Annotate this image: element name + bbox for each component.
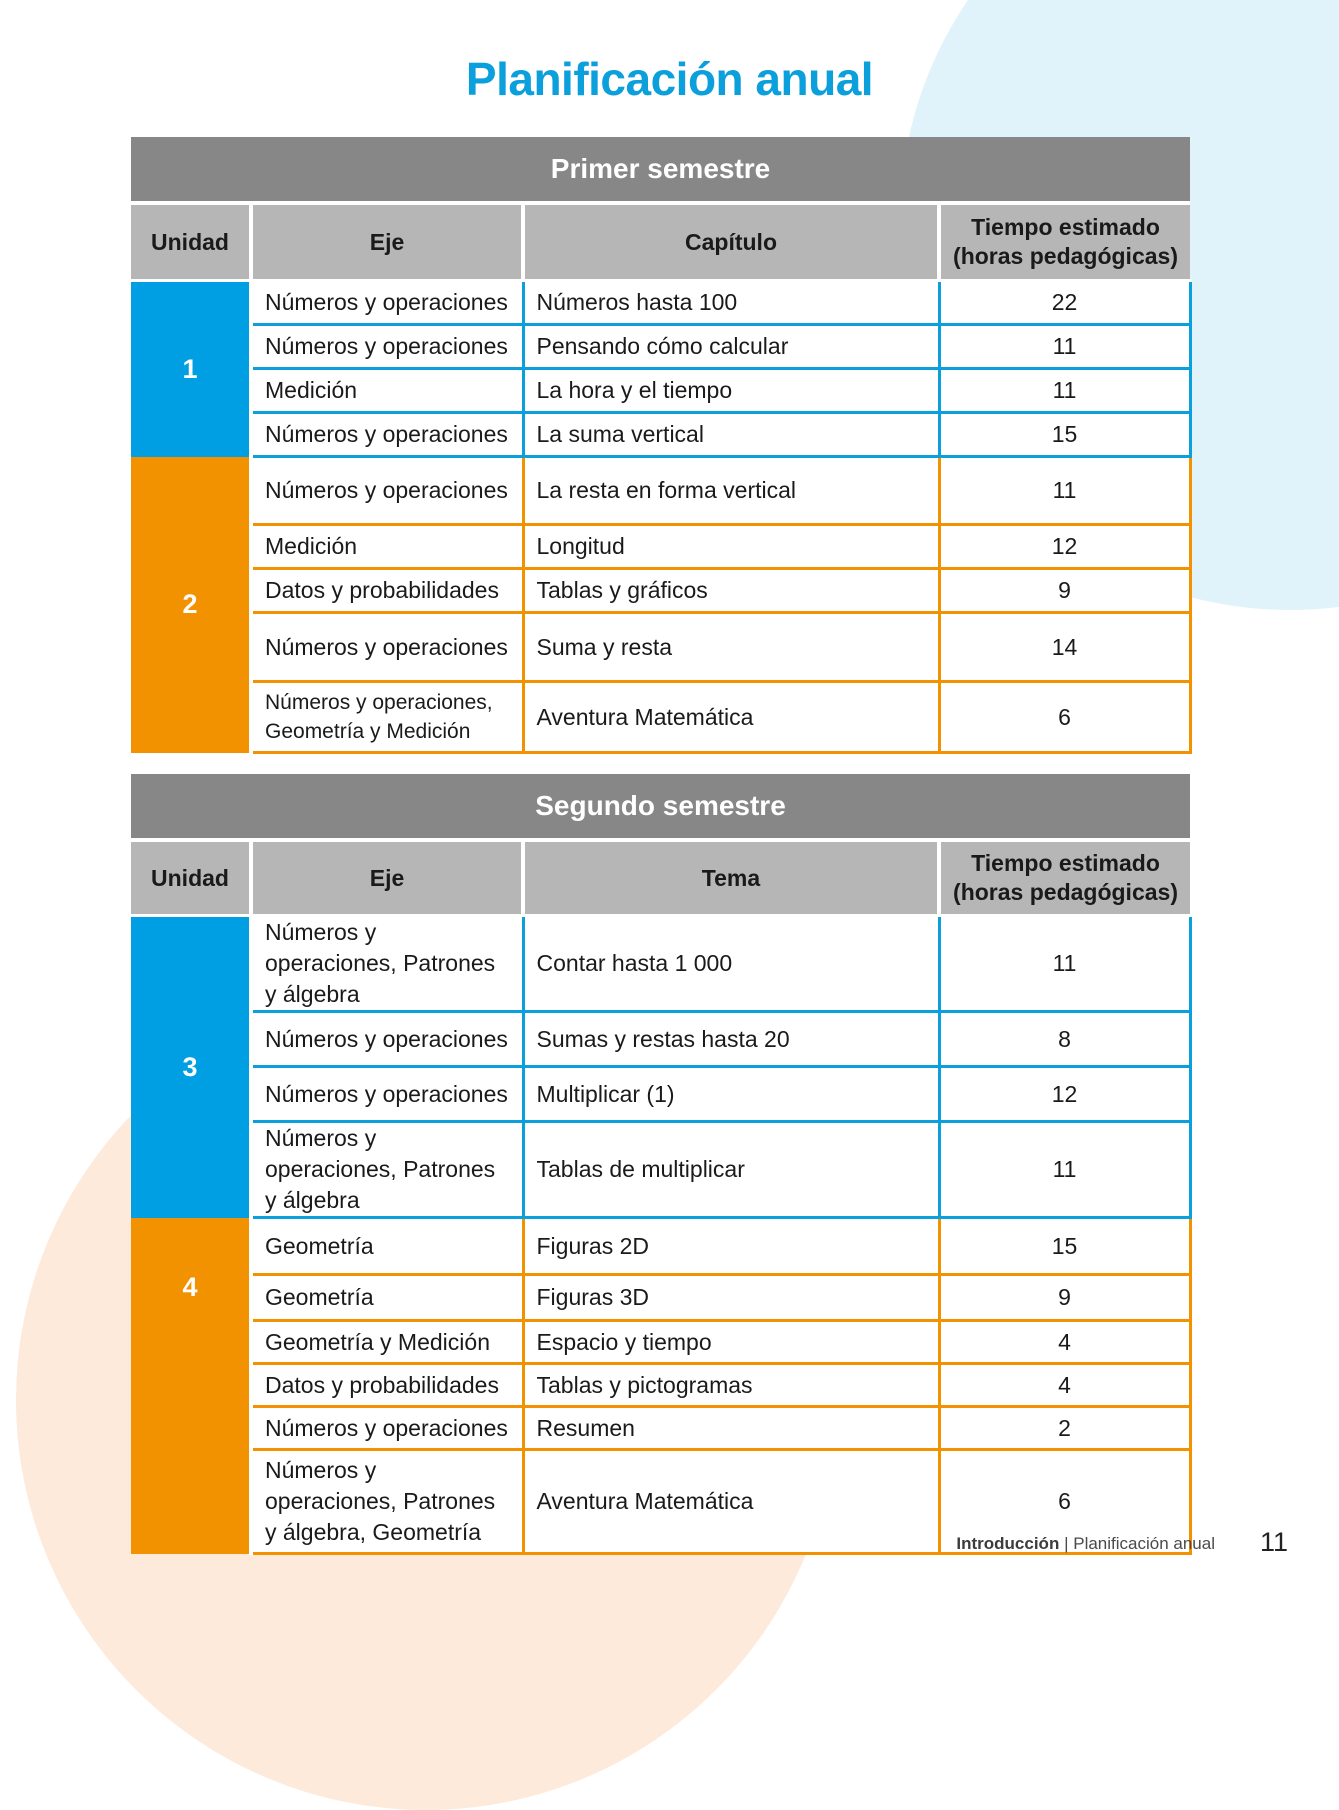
table-row [131, 613, 1190, 682]
footer-section: Introducción [956, 1534, 1060, 1553]
header-tiempo: Tiempo estimado (horas pedagógicas) [939, 840, 1190, 916]
eje-cell: Números y operaciones [251, 1407, 523, 1450]
unit-number: 1 [131, 281, 251, 457]
hours-cell: 12 [939, 1067, 1190, 1122]
topic-cell: Figuras 3D [523, 1275, 939, 1321]
table-row [131, 1012, 1190, 1067]
hours-cell: 6 [939, 1450, 1190, 1554]
hours-cell: 4 [939, 1364, 1190, 1407]
unit-number: 2 [131, 457, 251, 753]
topic-cell: Resumen [523, 1407, 939, 1450]
eje-cell: Números y operaciones [251, 1067, 523, 1122]
topic-cell: Tablas y gráficos [523, 569, 939, 613]
table-row [131, 569, 1190, 613]
eje-cell: Geometría [251, 1218, 523, 1275]
eje-cell: Geometría [251, 1275, 523, 1321]
table-row [131, 916, 1190, 1012]
eje-cell: Medición [251, 369, 523, 413]
topic-cell: La resta en forma vertical [523, 457, 939, 525]
second-semester-table [131, 774, 1192, 1555]
footer-breadcrumb [956, 1534, 1215, 1554]
eje-cell: Números y operaciones, Patrones y álgebra, Geometría [251, 1450, 523, 1554]
table-row [131, 325, 1190, 369]
table-row [131, 1067, 1190, 1122]
hours-cell: 6 [939, 682, 1190, 753]
eje-cell: Datos y probabilidades [251, 569, 523, 613]
eje-cell: Números y operaciones [251, 613, 523, 682]
hours-cell: 2 [939, 1407, 1190, 1450]
semester-title: Segundo semestre [131, 774, 1190, 840]
first-semester-table [131, 137, 1192, 754]
page-number: 11 [1260, 1527, 1289, 1557]
table-row [131, 1364, 1190, 1407]
hours-cell: 8 [939, 1012, 1190, 1067]
hours-cell: 11 [939, 457, 1190, 525]
topic-cell: Figuras 2D [523, 1218, 939, 1275]
hours-cell: 11 [939, 369, 1190, 413]
topic-cell: La hora y el tiempo [523, 369, 939, 413]
hours-cell: 14 [939, 613, 1190, 682]
hours-cell: 11 [939, 1122, 1190, 1218]
semester-title: Primer semestre [131, 137, 1190, 203]
hours-cell: 4 [939, 1321, 1190, 1364]
table-row [131, 1407, 1190, 1450]
topic-cell: Aventura Matemática [523, 1450, 939, 1554]
topic-cell: Tablas de multiplicar [523, 1122, 939, 1218]
header-tiempo: Tiempo estimado (horas pedagógicas) [939, 203, 1190, 281]
topic-cell: Suma y resta [523, 613, 939, 682]
header-capitulo: Capítulo [523, 203, 939, 281]
unit-number: 4 [131, 1218, 251, 1554]
table-row [131, 281, 1190, 325]
table-row [131, 1122, 1190, 1218]
eje-cell: Números y operaciones [251, 1012, 523, 1067]
eje-cell: Datos y probabilidades [251, 1364, 523, 1407]
topic-cell: La suma vertical [523, 413, 939, 457]
eje-cell: Medición [251, 525, 523, 569]
header-tema: Tema [523, 840, 939, 916]
header-unidad: Unidad [131, 840, 251, 916]
eje-cell: Números y operaciones, Patrones y álgebra [251, 916, 523, 1012]
eje-cell: Números y operaciones [251, 413, 523, 457]
hours-cell: 15 [939, 413, 1190, 457]
topic-cell: Tablas y pictogramas [523, 1364, 939, 1407]
table-row [131, 413, 1190, 457]
hours-cell: 11 [939, 916, 1190, 1012]
unit-number: 3 [131, 916, 251, 1218]
header-eje: Eje [251, 840, 523, 916]
footer-page-title: Planificación anual [1073, 1534, 1215, 1553]
topic-cell: Longitud [523, 525, 939, 569]
eje-cell: Números y operaciones [251, 281, 523, 325]
topic-cell: Multiplicar (1) [523, 1067, 939, 1122]
topic-cell: Aventura Matemática [523, 682, 939, 753]
footer-separator: | [1064, 1534, 1069, 1553]
topic-cell: Contar hasta 1 000 [523, 916, 939, 1012]
eje-cell: Números y operaciones [251, 325, 523, 369]
table-row [131, 525, 1190, 569]
topic-cell: Espacio y tiempo [523, 1321, 939, 1364]
table-row [131, 457, 1190, 525]
table-row [131, 682, 1190, 753]
eje-cell: Números y operaciones [251, 457, 523, 525]
table-row [131, 369, 1190, 413]
topic-cell: Pensando cómo calcular [523, 325, 939, 369]
hours-cell: 22 [939, 281, 1190, 325]
table-row [131, 1218, 1190, 1275]
eje-cell: Geometría y Medición [251, 1321, 523, 1364]
header-eje: Eje [251, 203, 523, 281]
topic-cell: Números hasta 100 [523, 281, 939, 325]
hours-cell: 11 [939, 325, 1190, 369]
table-row [131, 1275, 1190, 1321]
table-row [131, 1321, 1190, 1364]
eje-cell: Números y operaciones, Geometría y Medición [251, 682, 523, 753]
hours-cell: 9 [939, 1275, 1190, 1321]
header-unidad: Unidad [131, 203, 251, 281]
hours-cell: 9 [939, 569, 1190, 613]
hours-cell: 12 [939, 525, 1190, 569]
page-title: Planificación anual [465, 53, 874, 105]
topic-cell: Sumas y restas hasta 20 [523, 1012, 939, 1067]
eje-cell: Números y operaciones, Patrones y álgebra [251, 1122, 523, 1218]
hours-cell: 15 [939, 1218, 1190, 1275]
